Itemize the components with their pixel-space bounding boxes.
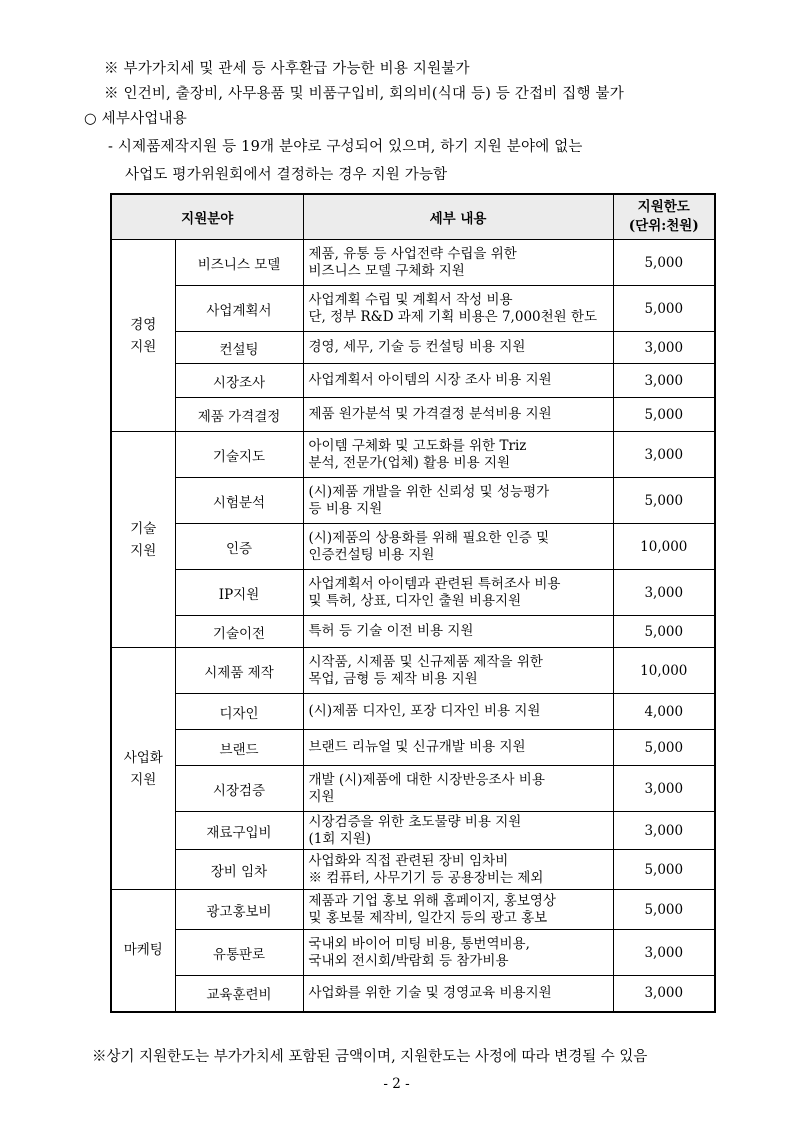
detail-line1: 사업화와 직접 관련된 장비 임차비: [308, 852, 509, 869]
detail-cell: [303, 648, 613, 694]
table-row: [111, 766, 715, 812]
field-cell: 디자인: [175, 694, 303, 730]
field-cell: 사업계획서: [175, 286, 303, 332]
table-row: [111, 478, 715, 524]
detail-cell: [303, 766, 613, 812]
field-cell: 시제품 제작: [175, 648, 303, 694]
limit-cell: 10,000: [613, 524, 715, 570]
limit-cell: 3,000: [613, 766, 715, 812]
detail-line1: 제품, 유통 등 사업전략 수립을 위한: [308, 245, 517, 262]
detail-line1: 사업화를 위한 기술 및 경영교육 비용지원: [308, 984, 552, 1001]
field-cell: 교육훈련비: [175, 976, 303, 1012]
detail-cell: [303, 976, 613, 1012]
detail-line1: 국내외 바이어 미팅 비용, 통번역비용,: [308, 935, 530, 952]
detail-cell: [303, 694, 613, 730]
table-row: [111, 570, 715, 616]
detail-line2: 분석, 전문가(업체) 활용 비용 지원: [308, 454, 511, 471]
table-row: [111, 648, 715, 694]
detail-cell: [303, 930, 613, 976]
field-cell: 컨설팅: [175, 332, 303, 364]
table-row: [111, 930, 715, 976]
detail-line2: 비즈니스 모델 구체화 지원: [308, 262, 465, 279]
detail-cell: [303, 850, 613, 890]
field-cell: 기술이전: [175, 616, 303, 648]
footnote: ※상기 지원한도는 부가가치세 포함된 금액이며, 지원한도는 사정에 따라 변경될 수 있음: [92, 1049, 648, 1065]
limit-cell: 5,000: [613, 398, 715, 432]
table-row: [111, 890, 715, 930]
limit-cell: 4,000: [613, 694, 715, 730]
field-cell: 제품 가격결정: [175, 398, 303, 432]
limit-cell: 5,000: [613, 850, 715, 890]
detail-line1: 개발 (시)제품에 대한 시장반응조사 비용: [308, 771, 545, 788]
header-detail: 세부 내용: [303, 194, 613, 240]
category-cell: [111, 890, 175, 1012]
field-cell: 인증: [175, 524, 303, 570]
detail-line2: 지원: [308, 788, 335, 805]
detail-line2: 국내외 전시회/박람회 등 참가비용: [308, 952, 509, 969]
detail-cell: [303, 616, 613, 648]
category-name-line2: 지원: [130, 771, 157, 788]
category-cell: [111, 240, 175, 432]
table-row: [111, 524, 715, 570]
table-row: [111, 398, 715, 432]
detail-line2: 등 비용 지원: [308, 500, 383, 517]
table-row: [111, 850, 715, 890]
detail-line1: (시)제품 개발을 위한 신뢰성 및 성능평가: [308, 483, 550, 500]
limit-cell: 3,000: [613, 976, 715, 1012]
detail-line2: 단, 정부 R&D 과제 기획 비용은 7,000천원 한도: [308, 308, 598, 325]
limit-cell: 5,000: [613, 730, 715, 766]
limit-cell: 3,000: [613, 332, 715, 364]
header-field: 지원분야: [111, 194, 303, 240]
detail-cell: [303, 812, 613, 850]
detail-cell: [303, 398, 613, 432]
field-cell: 재료구입비: [175, 812, 303, 850]
limit-cell: 5,000: [613, 890, 715, 930]
detail-cell: [303, 478, 613, 524]
category-name-line2: 지원: [130, 542, 157, 559]
table-row: [111, 812, 715, 850]
detail-line1: (시)제품의 상용화를 위해 필요한 인증 및: [308, 529, 550, 546]
field-cell: IP지원: [175, 570, 303, 616]
table-row: [111, 364, 715, 398]
limit-cell: 3,000: [613, 364, 715, 398]
category-name-line2: 지원: [130, 338, 157, 355]
table-row: [111, 286, 715, 332]
category-cell: [111, 432, 175, 648]
section-desc-line2: 사업도 평가위원회에서 결정하는 경우 지원 가능함: [125, 167, 448, 183]
support-table: [110, 193, 716, 1013]
limit-cell: 5,000: [613, 478, 715, 524]
category-name-line1: 경영: [130, 316, 157, 333]
detail-line1: 특허 등 기술 이전 비용 지원: [308, 623, 474, 639]
limit-cell: 3,000: [613, 812, 715, 850]
table-row: [111, 976, 715, 1012]
field-cell: 비즈니스 모델: [175, 240, 303, 286]
category-name-line1: 사업화: [123, 749, 163, 766]
vat-note: ※ 부가가치세 및 관세 등 사후환급 가능한 비용 지원불가: [104, 61, 470, 77]
section-desc-line1: - 시제품제작지원 등 19개 분야로 구성되어 있으며, 하기 지원 분야에 없는: [108, 139, 583, 155]
detail-cell: [303, 570, 613, 616]
detail-cell: [303, 524, 613, 570]
detail-line1: 아이템 구체화 및 고도화를 위한 Triz: [308, 437, 527, 454]
field-cell: 광고홍보비: [175, 890, 303, 930]
field-cell: 시험분석: [175, 478, 303, 524]
limit-cell: 3,000: [613, 432, 715, 478]
field-cell: 장비 임차: [175, 850, 303, 890]
detail-line1: 브랜드 리뉴얼 및 신규개발 비용 지원: [308, 739, 526, 755]
field-cell: 시장조사: [175, 364, 303, 398]
header-limit: [613, 194, 715, 240]
detail-line2: 목업, 금형 등 제작 비용 지원: [308, 670, 478, 687]
limit-cell: 5,000: [613, 286, 715, 332]
detail-cell: [303, 730, 613, 766]
detail-line2: 및 특허, 상표, 디자인 출원 비용지원: [308, 592, 522, 609]
detail-line1: 사업계획서 아이템의 시장 조사 비용 지원: [308, 372, 552, 388]
section-title: ○ 세부사업내용: [84, 111, 187, 127]
table-row: [111, 240, 715, 286]
limit-cell: 10,000: [613, 648, 715, 694]
table-row: [111, 432, 715, 478]
detail-line1: 시장검증을 위한 초도물량 비용 지원: [308, 813, 522, 830]
detail-line2: ※ 컴퓨터, 사무기기 등 공용장비는 제외: [308, 869, 544, 886]
table-row: [111, 694, 715, 730]
field-cell: 브랜드: [175, 730, 303, 766]
detail-line1: 제품과 기업 홍보 위해 홈페이지, 홍보영상: [308, 892, 556, 909]
detail-line2: 및 홍보물 제작비, 일간지 등의 광고 홍보: [308, 909, 548, 926]
detail-cell: [303, 432, 613, 478]
page-number: - 2 -: [383, 1076, 410, 1092]
detail-line1: 경영, 세무, 기술 등 컨설팅 비용 지원: [308, 339, 526, 355]
detail-line2: 인증컨설팅 비용 지원: [308, 546, 435, 563]
detail-line2: (1회 지원): [308, 830, 372, 847]
category-name-line1: 기술: [130, 520, 157, 537]
detail-line1: 사업계획 수립 및 계획서 작성 비용: [308, 291, 513, 308]
detail-cell: [303, 890, 613, 930]
detail-cell: [303, 240, 613, 286]
table-row: [111, 332, 715, 364]
field-cell: 시장검증: [175, 766, 303, 812]
limit-cell: 5,000: [613, 616, 715, 648]
limit-cell: 5,000: [613, 240, 715, 286]
detail-cell: [303, 364, 613, 398]
category-name-line1: 마케팅: [123, 942, 163, 959]
table-header-row: [111, 194, 715, 240]
table-row: [111, 730, 715, 766]
category-cell: [111, 648, 175, 890]
detail-line1: 제품 원가분석 및 가격결정 분석비용 지원: [308, 406, 552, 422]
indirect-cost-note: ※ 인건비, 출장비, 사무용품 및 비품구입비, 회의비(식대 등) 등 간접비 집행 불가: [104, 86, 624, 102]
field-cell: 유통판로: [175, 930, 303, 976]
header-limit-line2: (단위:천원): [628, 218, 699, 234]
detail-line1: 시작품, 시제품 및 신규제품 제작을 위한: [308, 653, 543, 670]
field-cell: 기술지도: [175, 432, 303, 478]
detail-cell: [303, 332, 613, 364]
header-limit-line1: 지원한도: [637, 199, 690, 215]
limit-cell: 3,000: [613, 570, 715, 616]
detail-line1: 사업계획서 아이템과 관련된 특허조사 비용: [308, 575, 561, 592]
limit-cell: 3,000: [613, 930, 715, 976]
table-row: [111, 616, 715, 648]
detail-cell: [303, 286, 613, 332]
detail-line1: (시)제품 디자인, 포장 디자인 비용 지원: [308, 703, 541, 719]
